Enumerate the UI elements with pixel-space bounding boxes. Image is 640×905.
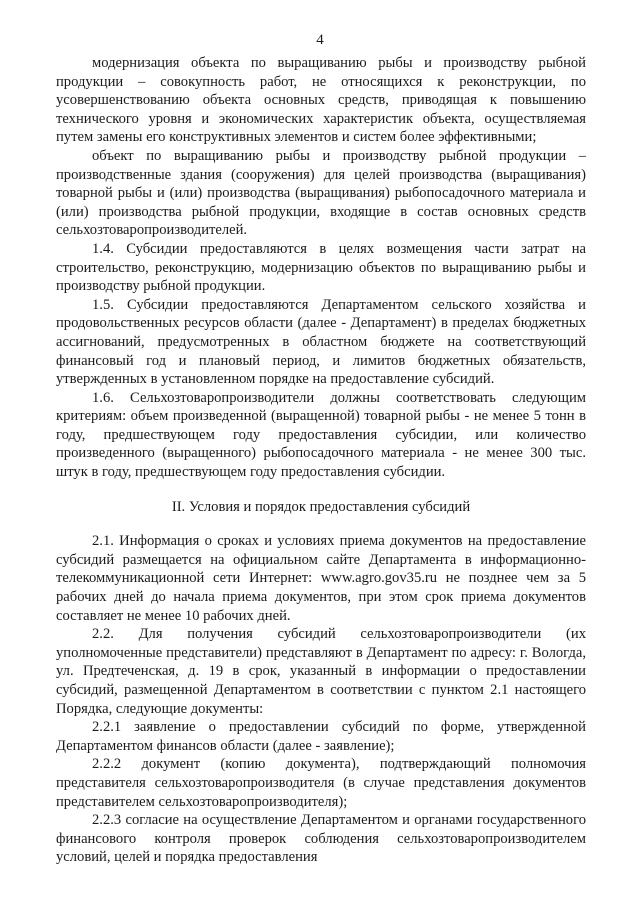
page-number: 4 — [316, 32, 324, 48]
paragraph-2-2-1: 2.2.1 заявление о предоставлении субсидий по форме, утвержденной Департаментом финансов области (далее - заявление); — [56, 719, 586, 754]
paragraph-1-5: 1.5. Субсидии предоставляются Департаментом сельского хозяйства и продовольственных ресурсов области (далее - Департамент) в пределах бюджетных ассигнований, предусмотренных в областном бюджете на соответствующий финансовый год и плановый период, и лимитов бюджетных обязательств, утвержденных в установленном порядке на предоставление субсидий. — [56, 296, 586, 388]
paragraph-object-definition: объект по выращиванию рыбы и производству рыбной продукции – производственные здания (сооружения) для целей производства (выращивания) товарной рыбы и (или) производства (выращивания) рыбопосадочного материала и (или) производства рыбной продукции, входящие в состав основных средств сельхозтоваропроизводителей. — [56, 147, 586, 239]
paragraph-2-2-2: 2.2.2 документ (копию документа), подтверждающий полномочия представителя сельхозтоваропроизводителя (в случае представления документов представителем сельхозтоваропроизводителя); — [56, 756, 586, 810]
document-body — [56, 54, 586, 867]
paragraph-2-1: 2.1. Информация о сроках и условиях приема документов на предоставление субсидий размещается на официальном сайте Департамента в информационно-телекоммуникационной сети Интернет: www.agro.gov35.ru не позднее чем за 5 рабочих дней до начала приема документов, при этом срок приема документов составляет не менее 10 рабочих дней. — [56, 533, 586, 624]
paragraph-2-2-3: 2.2.3 согласие на осуществление Департаментом и органами государственного финансового контроля проверок соблюдения сельхозтоваропроизводителем условий, целей и порядка предоставления — [56, 812, 586, 866]
paragraph-2-2: 2.2. Для получения субсидий сельхозтоваропроизводители (их уполномоченные представители) представляют в Департамент по адресу: г. Вологда, ул. Предтеченская, д. 19 в срок, указанный в информации о предоставлении субсидий, размещенной Департаментом в соответствии с пунктом 2.1 настоящего Порядка, следующие документы: — [56, 626, 586, 717]
paragraph-modernization-definition: модернизация объекта по выращиванию рыбы и производству рыбной продукции – совокупность работ, не относящихся к реконструкции, по усовершенствованию объекта основных средств, приводящая к повышению технического уровня и экономических характеристик объекта, осуществляемая путем замены его конструктивных элементов и систем более эффективными; — [56, 55, 586, 146]
paragraph-1-6: 1.6. Сельхозтоваропроизводители должны соответствовать следующим критериям: объем произведенной (выращенной) товарной рыбы - не менее 5 тонн в году, предшествующем году предоставления субсидии, или количество произведенного (выращенного) рыбопосадочного материала - не менее 300 тыс. штук в году, предшествующем году предоставления субсидии. — [56, 389, 586, 481]
paragraph-1-4: 1.4. Субсидии предоставляются в целях возмещения части затрат на строительство, реконструкцию, модернизацию объектов по выращиванию рыбы и производству рыбной продукции. — [56, 240, 586, 295]
section-heading: II. Условия и порядок предоставления субсидий — [171, 498, 471, 515]
